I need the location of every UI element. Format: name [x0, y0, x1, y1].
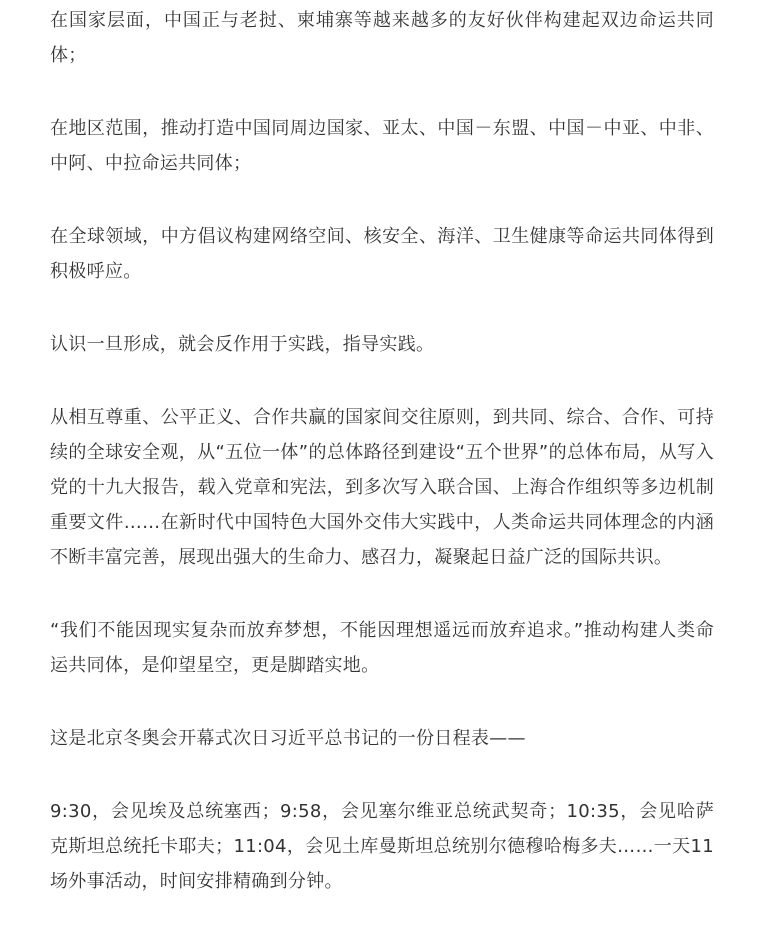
- paragraph-quote-dreams: “我们不能因现实复杂而放弃梦想，不能因理想遥远而放弃追求。”推动构建人类命运共同体，是仰望星空，更是脚踏实地。: [50, 620, 714, 676]
- article-body: [50, 0, 714, 937]
- paragraph-concept-development: 从相互尊重、公平正义、合作共赢的国家间交往原则，到共同、综合、合作、可持续的全球安全观，从“五位一体”的总体路径到建设“五个世界”的总体布局，从写入党的十九大报告，载入党章和宪法，到多次写入联合国、上海合作组织等多边机制重要文件……在新时代中国特色大国外交伟大实践中，人类命运共同体理念的内涵不断丰富完善，展现出强大的生命力、感召力，凝聚起日益广泛的国际共识。: [50, 407, 714, 568]
- paragraph-schedule-details: 9:30，会见埃及总统塞西；9:58，会见塞尔维亚总统武契奇；10:35，会见哈萨克斯坦总统托卡耶夫；11:04，会见土库曼斯坦总统别尔德穆哈梅多夫……一天11场外事活动，时间安排精确到分钟。: [50, 801, 714, 892]
- paragraph-schedule-intro: 这是北京冬奥会开幕式次日习近平总书记的一份日程表——: [50, 728, 526, 749]
- paragraph-understanding-practice: 认识一旦形成，就会反作用于实践，指导实践。: [50, 334, 435, 355]
- paragraph-regional-scope: 在地区范围，推动打造中国同周边国家、亚太、中国－东盟、中国－中亚、中非、中阿、中拉命运共同体；: [50, 118, 714, 174]
- paragraph-national-level: 在国家层面，中国正与老挝、柬埔寨等越来越多的友好伙伴构建起双边命运共同体；: [50, 10, 714, 66]
- paragraph-global-field: 在全球领域，中方倡议构建网络空间、核安全、海洋、卫生健康等命运共同体得到积极呼应。: [50, 226, 714, 282]
